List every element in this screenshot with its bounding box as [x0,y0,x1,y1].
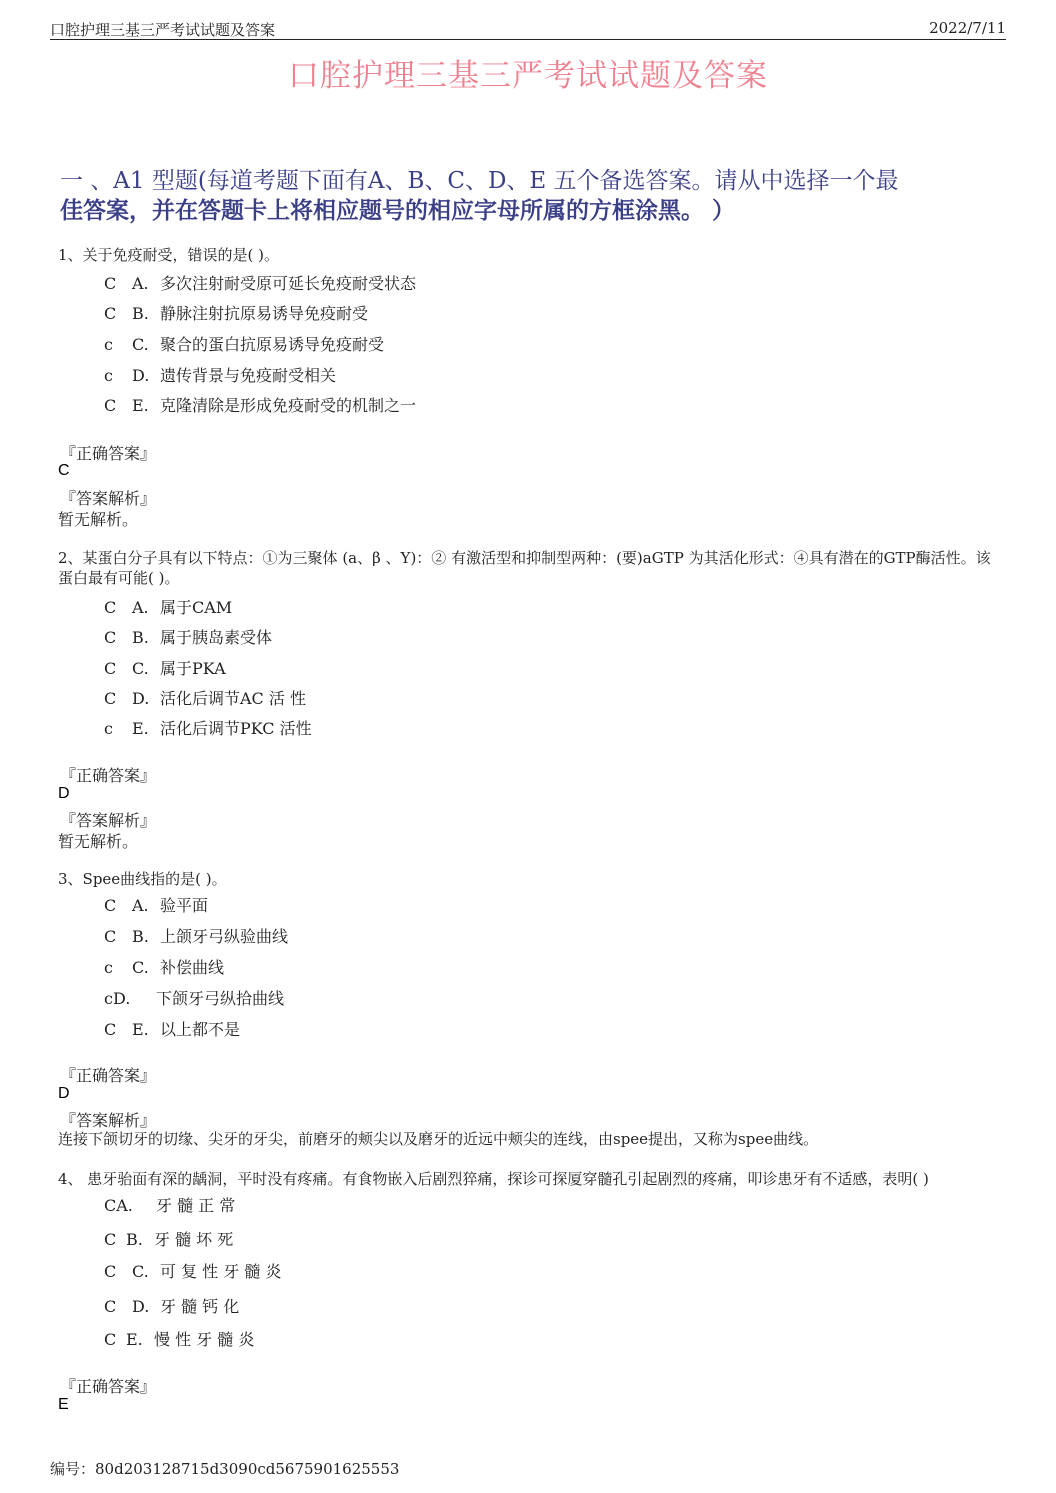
question-3-answer: D [58,1085,70,1102]
question-4-option-e[interactable] [104,1327,254,1350]
option-letter: E. [132,1020,149,1039]
question-2-answer: D [58,785,70,802]
question-2-option-c[interactable] [104,656,226,679]
option-text: 以上都不是 [160,1020,241,1039]
question-3-option-c[interactable] [104,955,224,978]
option-text: 补偿曲线 [160,958,225,977]
option-letter: B. [132,628,149,647]
option-letter: E. [126,1330,143,1349]
question-1-answer: C [58,462,70,479]
option-text: 聚合的蛋白抗原易诱导免疫耐受 [160,335,385,354]
question-1-option-b[interactable] [104,301,368,324]
header-date: 2022/7/11 [929,19,1006,37]
option-text: 属于CAM [160,598,233,617]
question-1-option-c[interactable] [104,332,384,355]
option-letter: A. [132,598,149,617]
question-4-stem: 4、 患牙骀面有深的龋洞，平时没有疼痛。有食物嵌入后剧烈猝痛，探诊可探厦穿髓孔引起剧烈的疼痛，叩诊患牙有不适感，表明( ) [58,1170,929,1188]
question-4-option-c[interactable] [104,1259,281,1282]
radio-mark: C [104,396,117,415]
question-4-option-a[interactable] [104,1193,235,1216]
section-heading-line1: 一 、A1 型题(每道考题下面有A、B、C、D、E 五个备选答案。请从中选择一个最 [60,168,899,194]
radio-mark: C [104,628,117,647]
radio-mark: CA. [104,1196,133,1215]
option-text: 可 复 性 牙 髓 炎 [160,1262,282,1281]
radio-mark: C [104,1020,117,1039]
question-4-option-b[interactable] [104,1227,233,1250]
question-4-option-d[interactable] [104,1294,239,1317]
option-letter: B. [126,1230,143,1249]
question-1-explanation-label: 『答案解析』 [60,489,157,508]
radio-mark: C [104,659,117,678]
option-text: 属于PKA [160,659,226,678]
section-heading-line2: 佳答案，并在答题卡上将相应题号的相应字母所属的方框涂黑。 ） [60,197,736,224]
option-text: 活化后调节PKC 活性 [160,719,312,738]
question-3-option-d[interactable] [104,986,284,1009]
option-text: 遗传背景与免疫耐受相关 [160,366,337,385]
question-3-correct-answer-label: 『正确答案』 [60,1066,157,1085]
option-text: 牙 髓 正 常 [156,1196,236,1215]
option-text: 静脉注射抗原易诱导免疫耐受 [160,304,369,323]
question-3-option-b[interactable] [104,924,288,947]
option-letter: B. [132,304,149,323]
option-letter: A. [132,274,149,293]
radio-mark: C [104,1330,117,1349]
question-3-explanation-label: 『答案解析』 [60,1111,157,1130]
option-letter: C. [132,958,149,977]
option-letter: D. [132,1297,150,1316]
option-letter: A. [132,896,149,915]
option-letter: C. [132,335,149,354]
radio-mark: C [104,598,117,617]
question-3-explanation: 连接下颌切牙的切缘、尖牙的牙尖，前磨牙的颊尖以及磨牙的近远中颊尖的连线，由spee提出，又称为spee曲线。 [58,1130,819,1148]
option-text: 验平面 [160,896,209,915]
question-2-option-b[interactable] [104,625,272,648]
question-1-stem: 1、关于免疫耐受，错误的是( )。 [58,246,280,264]
option-text: 多次注射耐受原可延长免疫耐受状态 [160,274,417,293]
radio-mark: C [104,689,117,708]
option-letter: C. [132,1262,149,1281]
radio-mark: c [104,719,113,738]
option-letter: D. [132,366,150,385]
radio-mark: cD. [104,989,131,1008]
question-2-stem-line2: 蛋白最有可能( )。 [58,569,180,587]
page-title: 口腔护理三基三严考试试题及答案 [288,58,768,94]
option-text: 上颌牙弓纵验曲线 [160,927,289,946]
question-4-correct-answer-label: 『正确答案』 [60,1377,157,1396]
option-letter: C. [132,659,149,678]
option-text: 牙 髓 钙 化 [160,1297,240,1316]
question-1-correct-answer-label: 『正确答案』 [60,444,157,463]
radio-mark: C [104,304,117,323]
question-1-option-e[interactable] [104,393,416,416]
radio-mark: C [104,927,117,946]
option-text: 慢 性 牙 髓 炎 [154,1330,255,1349]
radio-mark: C [104,1297,117,1316]
option-letter: E. [132,719,149,738]
option-text: 属于胰岛素受体 [160,628,273,647]
radio-mark: c [104,366,113,385]
question-3-option-a[interactable] [104,893,208,916]
radio-mark: C [104,274,117,293]
option-letter: B. [132,927,149,946]
option-text: 牙 髓 坏 死 [154,1230,234,1249]
radio-mark: C [104,1262,117,1281]
question-1-explanation: 暂无解析。 [58,510,139,529]
section-heading [60,166,1000,226]
question-2-explanation: 暂无解析。 [58,832,139,851]
question-1-option-d[interactable] [104,363,336,386]
question-3-option-e[interactable] [104,1017,240,1040]
option-text: 下颌牙弓纵拾曲线 [156,989,285,1008]
question-2-option-e[interactable] [104,716,312,739]
question-3-stem: 3、Spee曲线指的是( )。 [58,870,227,888]
header-document-title: 口腔护理三基三严考试试题及答案 [50,21,276,39]
question-2-stem-line1: 2、某蛋白分子具有以下特点：①为三聚体 (a、β 、Y)：② 有激活型和抑制型两种：(要)aGTP 为其活化形式：④具有潜在的GTP酶活性。该 [58,549,991,567]
question-2-correct-answer-label: 『正确答案』 [60,766,157,785]
question-4-answer: E [58,1396,69,1413]
question-2-option-a[interactable] [104,595,232,618]
document-serial-number: 编号：80d203128715d3090cd5675901625553 [50,1460,400,1478]
option-text: 活化后调节AC 活 性 [160,689,306,708]
radio-mark: C [104,896,117,915]
option-text: 克隆清除是形成免疫耐受的机制之一 [160,396,417,415]
question-1-option-a[interactable] [104,271,416,294]
question-2-option-d[interactable] [104,686,306,709]
question-2-explanation-label: 『答案解析』 [60,811,157,830]
radio-mark: C [104,1230,117,1249]
radio-mark: c [104,335,113,354]
radio-mark: c [104,958,113,977]
option-letter: D. [132,689,150,708]
option-letter: E. [132,396,149,415]
header-divider [50,39,1006,40]
